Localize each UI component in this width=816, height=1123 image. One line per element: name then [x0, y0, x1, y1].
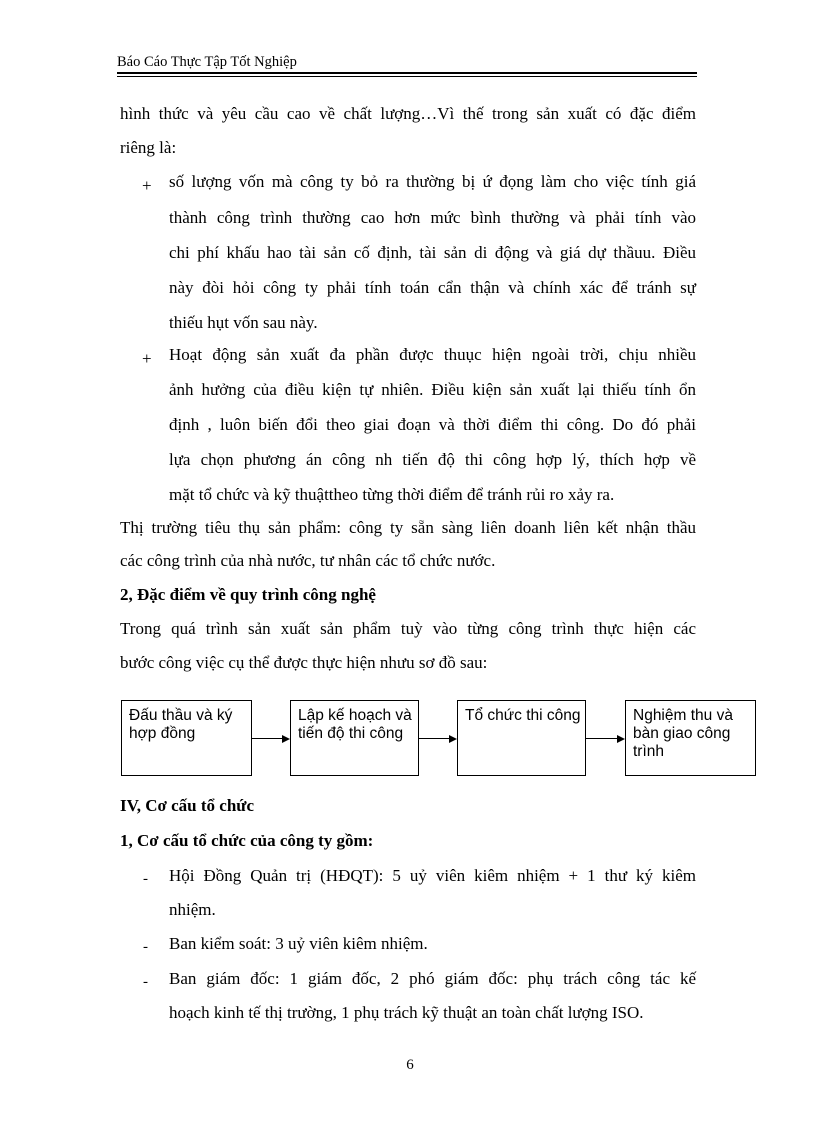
intro-line-2: riêng là: [120, 138, 177, 157]
page-number: 6 [406, 1057, 414, 1073]
bullet-1-line-1: số lượng vốn mà công ty bỏ ra thường bị ứ đọng làm cho việc tính giá [169, 172, 696, 191]
dash-marker: - [143, 871, 148, 887]
bullet-2-line-5: mặt tổ chức và kỹ thuậttheo từng thời điểm để tránh rủi ro xảy ra. [169, 485, 615, 504]
flow-arrow-head [617, 735, 625, 743]
intro-line-1: hình thức và yêu cầu cao về chất lượng…Vì thế trong sản xuất có đặc điểm [120, 104, 696, 123]
running-header: Báo Cáo Thực Tập Tốt Nghiệp [117, 54, 297, 70]
section-2-line-2: bước công việc cụ thể được thực hiện nhưu sơ đồ sau: [120, 653, 488, 672]
flow-step-1: Đấu thầu và ký hợp đồng [121, 700, 252, 776]
org-item-3-line-2: hoạch kinh tế thị trường, 1 phụ trách kỹ thuật an toàn chất lượng ISO. [169, 1003, 644, 1022]
bullet-2-line-2: ảnh hưởng của điều kiện tự nhiên. Điều kiện sản xuất lại thiếu tính ổn [169, 380, 696, 399]
bullet-1-line-5: thiếu hụt vốn sau này. [169, 313, 318, 332]
bullet-1-line-2: thành công trình thường cao hơn mức bình thường và phải tính vào [169, 208, 696, 227]
flow-step-2: Lập kế hoạch và tiến độ thi công [290, 700, 419, 776]
bullet-2-line-4: lựa chọn phương án công nh tiến độ thi công hợp lý, thích hợp về [169, 450, 696, 469]
section-2-heading: 2, Đặc điểm về quy trình công nghệ [120, 585, 376, 604]
flow-arrow-line [586, 738, 617, 739]
org-item-2-line-1: Ban kiểm soát: 3 uỷ viên kiêm nhiệm. [169, 934, 428, 953]
flow-arrow-head [449, 735, 457, 743]
market-line-1: Thị trường tiêu thụ sản phẩm: công ty sẵn sàng liên doanh liên kết nhận thầu [120, 518, 696, 537]
flow-arrow-line [419, 738, 449, 739]
org-item-1-line-1: Hội Đồng Quản trị (HĐQT): 5 uỷ viên kiêm nhiệm + 1 thư ký kiêm [169, 866, 696, 885]
section-4-heading: IV, Cơ cấu tổ chức [120, 796, 255, 815]
header-rule-thin [117, 76, 697, 77]
flow-arrow-head [282, 735, 290, 743]
org-item-1-line-2: nhiệm. [169, 900, 216, 919]
flow-arrow-line [252, 738, 282, 739]
bullet-1-line-4: này đòi hỏi công ty phải tính toán cẩn thận và chính xác để tránh sự [169, 278, 696, 297]
bullet-2-line-1: Hoạt động sản xuất đa phần được thuục hiện ngoài trời, chịu nhiều [169, 345, 696, 364]
org-item-3-line-1: Ban giám đốc: 1 giám đốc, 2 phó giám đốc: phụ trách công tác kế [169, 969, 696, 988]
bullet-2-line-3: định , luôn biến đổi theo giai đoạn và thời điểm thi công. Do đó phải [169, 415, 696, 434]
flow-step-4: Nghiệm thu và bàn giao công trình [625, 700, 756, 776]
bullet-plus-marker: + [142, 349, 152, 368]
section-4-subheading: 1, Cơ cấu tổ chức của công ty gồm: [120, 831, 374, 850]
bullet-plus-marker: + [142, 176, 152, 195]
dash-marker: - [143, 974, 148, 990]
bullet-1-line-3: chi phí khấu hao tài sản cố định, tài sản di động và giá dự thầuu. Điều [169, 243, 696, 262]
section-2-line-1: Trong quá trình sản xuất sản phẩm tuỳ vào từng công trình thực hiện các [120, 619, 696, 638]
dash-marker: - [143, 939, 148, 955]
flow-step-3: Tổ chức thi công [457, 700, 586, 776]
header-rule-thick [117, 72, 697, 74]
market-line-2: các công trình của nhà nước, tư nhân các tổ chức nước. [120, 551, 496, 570]
